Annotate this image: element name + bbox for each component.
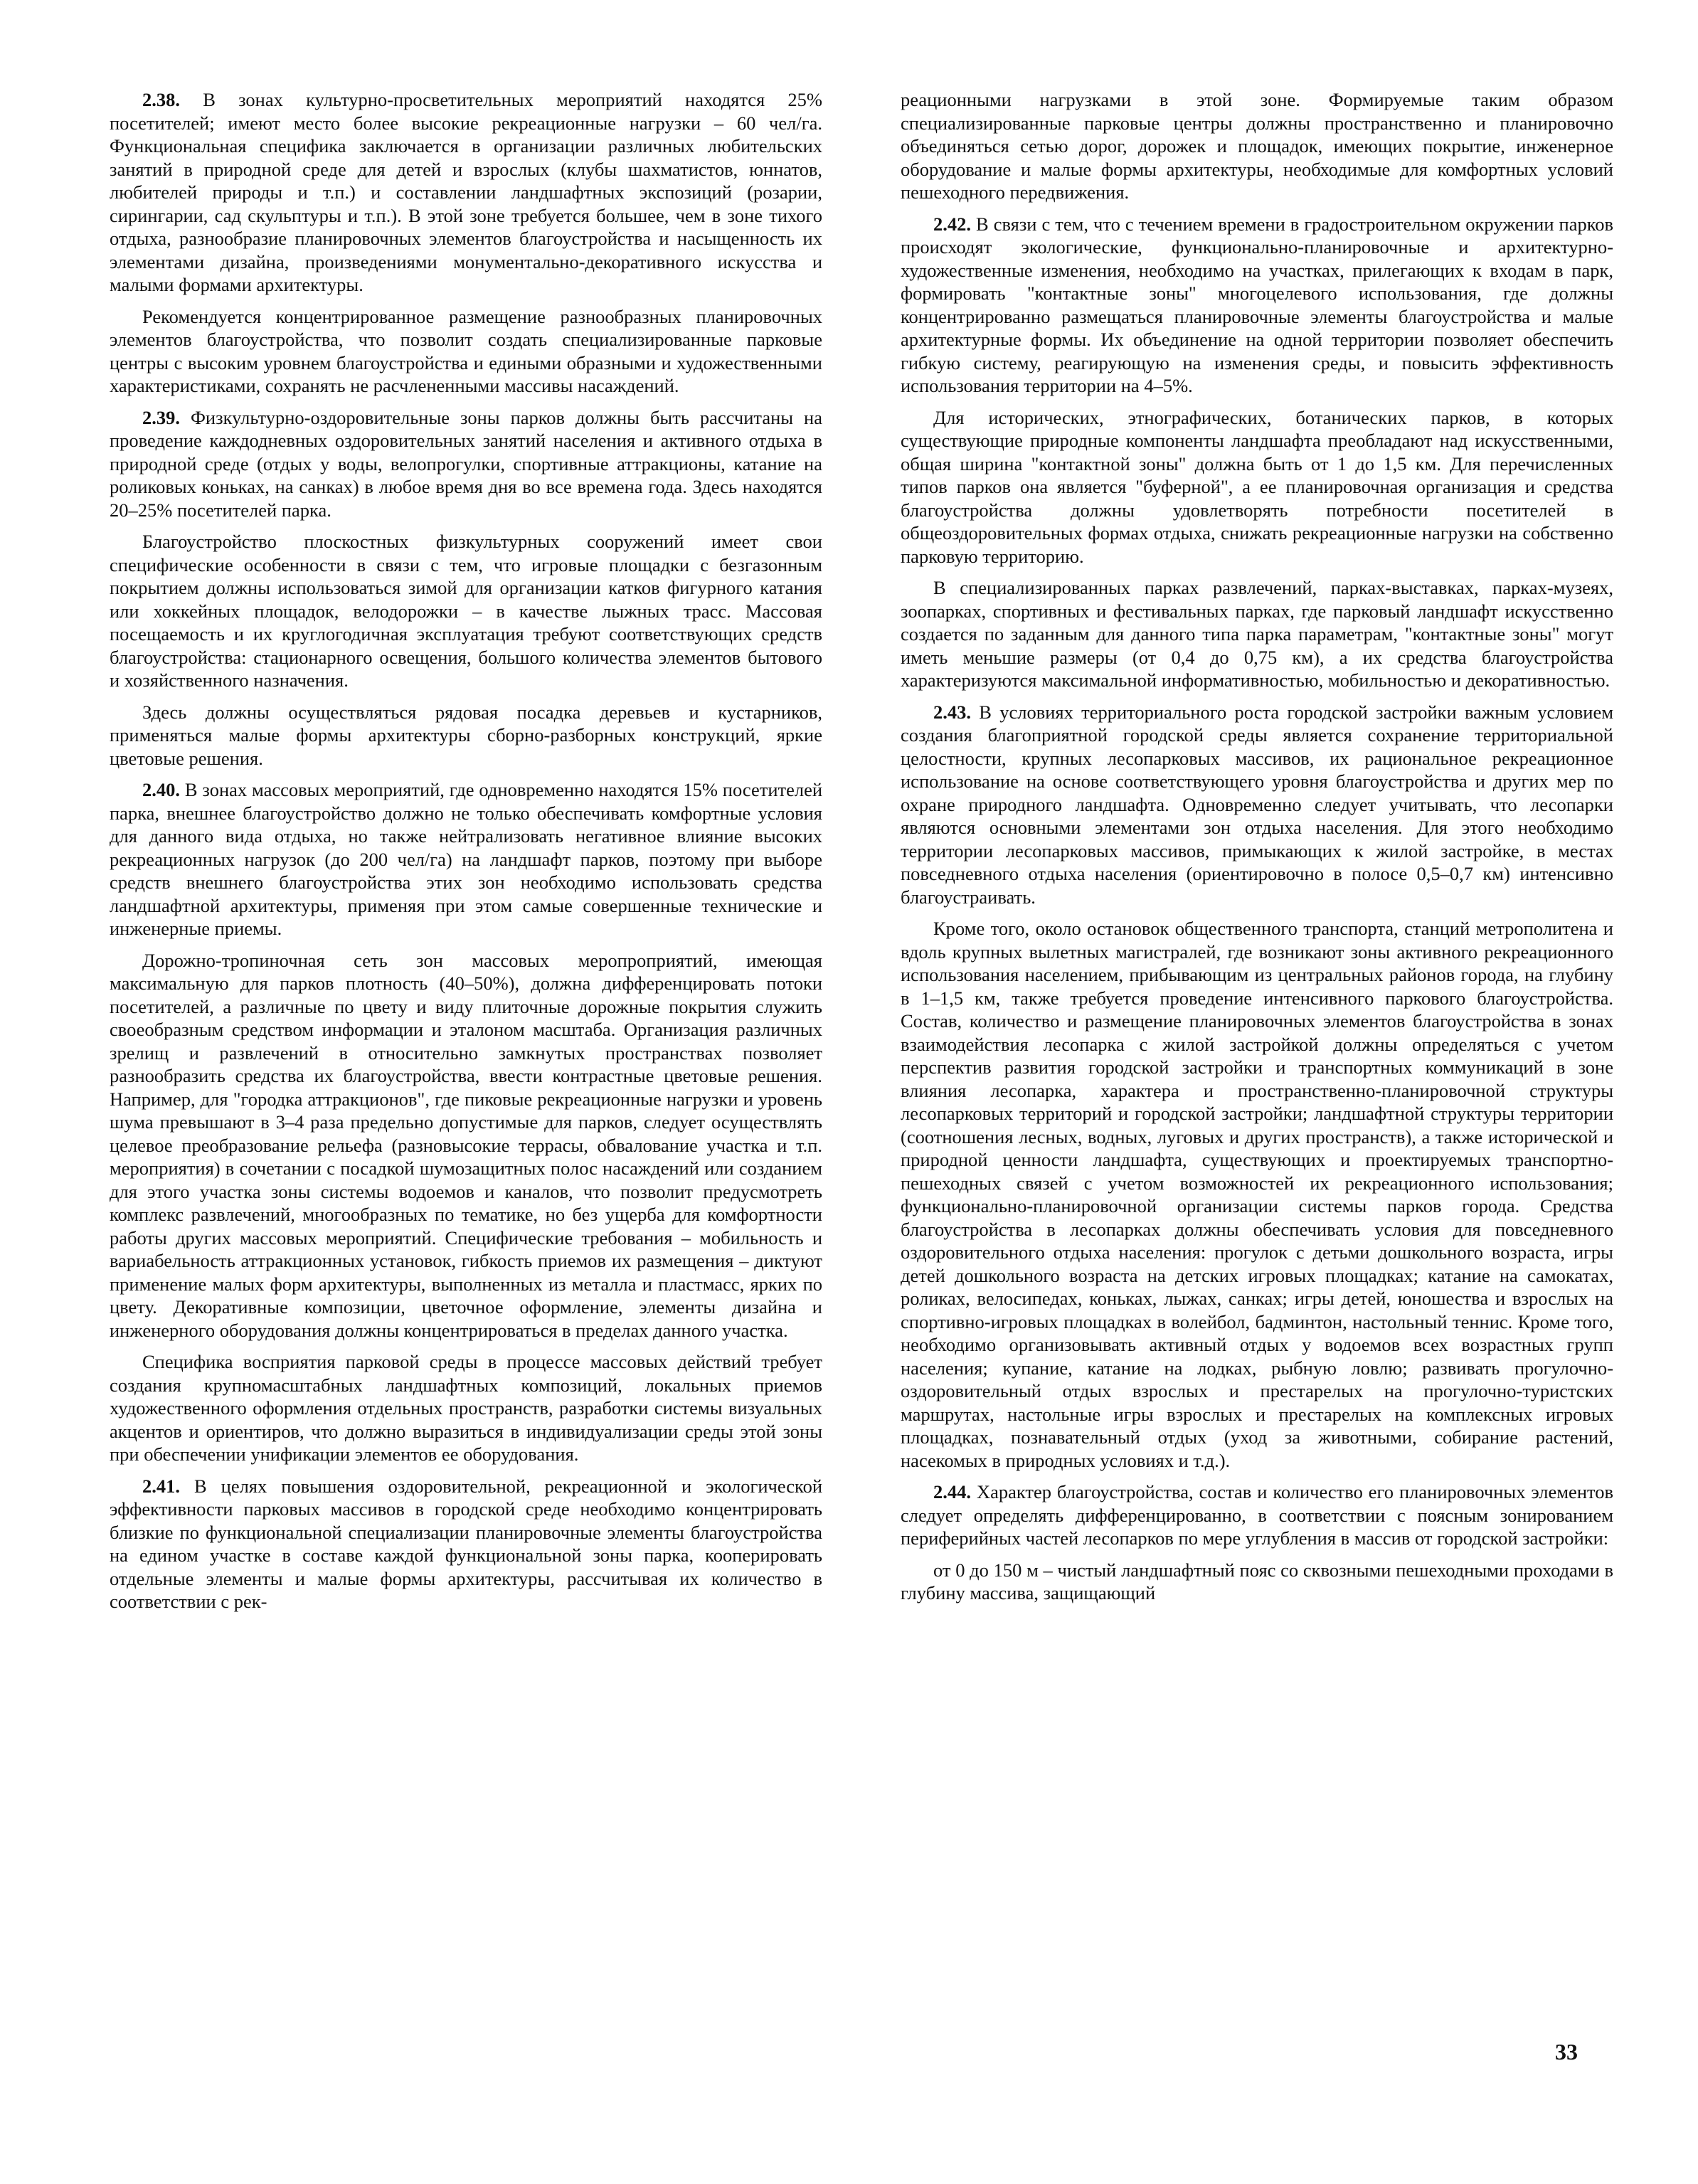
left-column xyxy=(110,88,822,1622)
paragraph-text: от 0 до 150 м – чистый ландшафтный пояс со сквозными пешеходными проходами в глубину массива, защищающий xyxy=(901,1559,1613,1603)
page-number: 33 xyxy=(1555,2039,1578,2064)
paragraph-text: Рекомендуется концентрированное размещение разнообразных планировочных элементов благоустройства, что позволит создать специализированные парковые центры с высоким уровнем благоустройства и едиными образными и художественными характеристиками, сохранять не расчлененными массивы насаждений. xyxy=(110,305,822,396)
paragraph-text: Специфика восприятия парковой среды в процессе массовых действий требует создания крупномасштабных ландшафтных композиций, локальных приемов художественного оформления отдельных пространств, разработки системы визуальных акцентов и ориентиров, что должно выразиться в индивидуализации среды этой зоны при обеспечении унификации элементов ее оборудования. xyxy=(110,1351,822,1465)
paragraph xyxy=(901,88,1613,204)
section-number: 2.40. xyxy=(142,779,180,800)
paragraph xyxy=(110,1350,822,1466)
paragraph xyxy=(901,1480,1613,1550)
paragraph-text: В условиях территориального роста городской застройки важным условием создания благоприятной городской среды является сохранение территориальной целостности, крупных лесопарковых массивов, их рациональное рекреационное использование на основе соответствующего уровня благоустройства и других мер по охране природного ландшафта. Одновременно следует учитывать, что лесопарки являются основными элементами зон отдыха населения. Для этого необходимо территории лесопарковых массивов, примыкающих к жилой застройке, в местах повседневного отдыха населения (ориентировочно в полосе 0,5–0,7 км) интенсивно благоустраивать. xyxy=(901,701,1613,908)
paragraph-text: В связи с тем, что с течением времени в градостроительном окружении парков происходят экологические, функционально-планировочные и архитектурно-художественные изменения, необходимо на участках, прилегающих к входам в парк, формировать "контактные зоны" многоцелевого использования, где должны концентрированно размещаться планировочные элементы благоустройства и малые архитектурные формы. Их объединение на одной территории позволяет обеспечить гибкую систему, реагирующую на изменения среды, и повысить эффективность использования территории на 4–5%. xyxy=(901,213,1614,396)
paragraph xyxy=(110,701,822,770)
paragraph xyxy=(110,406,822,522)
paragraph xyxy=(901,406,1613,568)
paragraph xyxy=(110,1475,822,1613)
section-number: 2.44. xyxy=(933,1481,971,1502)
paragraph-text: В специализированных парках развлечений, парках-выставках, парках-музеях, зоопарках, спортивных и фестивальных парках, где парковый ландшафт искусственно создается по заданным для данного типа парка параметрам, "контактные зоны" могут иметь меньшие размеры (от 0,4 до 0,75 км), а их средства благоустройства характеризуются максимальной информативностью, мобильностью и декоративностью. xyxy=(901,577,1613,691)
paragraph-text: Характер благоустройства, состав и количество его планировочных элементов следует определять дифференцированно, в соответствии с поясным зонированием периферийных частей лесопарков по мере углубления в массив от городской застройки: xyxy=(901,1481,1613,1549)
paragraph xyxy=(110,88,822,297)
right-column xyxy=(901,88,1613,1613)
paragraph-text: Благоустройство плоскостных физкультурных сооружений имеет свои специфические особенности в связи с тем, что игровые площадки с безгазонным покрытием должны использоваться зимой для организации катков фигурного катания или хоккейных площадок, велодорожки – в качестве лыжных трасс. Массовая посещаемость и их круглогодичная эксплуатация требуют соответствующих средств благоустройства: стационарного освещения, большого количества элементов бытового и хозяйственного назначения. xyxy=(110,531,822,691)
section-number: 2.41. xyxy=(142,1475,180,1497)
paragraph xyxy=(901,213,1613,398)
paragraph-text: Для исторических, этнографических, ботанических парков, в которых существующие природные компоненты ландшафта преобладают над искусственными, общая ширина "контактной зоны" должна быть от 1 до 1,5 км. Для перечисленных типов парков она является "буферной", а ее планировочная организация и средства благоустройства должны удовлетворять потребности посетителей в общеоздоровительных формах отдыха, снижать рекреационные нагрузки на собственно парковую территорию. xyxy=(901,406,1613,567)
section-number: 2.38. xyxy=(142,89,180,110)
paragraph xyxy=(901,701,1613,909)
paragraph-text: Кроме того, около остановок общественного транспорта, станций метрополитена и вдоль крупных вылетных магистралей, где возникают зоны активного рекреационного использования населением, прибывающим из центральных районов города, на глубину в 1–1,5 км, также требуется проведение интенсивного паркового благоустройства. Состав, количество и размещение планировочных элементов благоустройства в зонах взаимодействия лесопарка с жилой застройкой должны определяться с учетом перспектив развития городской застройки и транспортных коммуникаций в зоне влияния лесопарка, характера и пространственно-планировочной структуры лесопарковых территорий и городской застройки; ландшафтной структуры территории (соотношения лесных, водных, луговых и других пространств), а также исторической и природной ценности ландшафта, существующих и проектируемых транспортно-пешеходных связей с учетом возможностей их рекреационного использования; функционально-планировочной организации системы парков города. Средства благоустройства в лесопарках должны обеспечивать условия для повседневного оздоровительного отдыха населения: прогулок с детьми дошкольного возраста, игры детей дошкольного возраста на детских игровых площадках; катание на самокатах, роликах, велосипедах, коньках, лыжах, санках; игры детей, юношества и взрослых на спортивно-игровых площадках в волейбол, бадминтон, настольный теннис. Кроме того, необходимо организовывать активный отдых у водоемов всех возрастных групп населения; купание, катание на лодках, рыбную ловлю; развивать прогулочно-оздоровительный отдых взрослых и престарелых на прогулочно-туристских маршрутах, настольные игры взрослых и престарелых на комплексных игровых площадках, познавательный отдых (уход за животными, собирание растений, насекомых в природных условиях и т.д.). xyxy=(901,918,1613,1471)
paragraph xyxy=(110,305,822,398)
section-number: 2.43. xyxy=(933,701,971,723)
paragraph-text: Дорожно-тропиночная сеть зон массовых меропроприятий, имеющая максимальную для парков плотность (40–50%), должна дифференцировать потоки посетителей, а различные по цвету и виду плиточные дорожные покрытия служить своеобразным средством информации и эталоном масштаба. Организация различных зрелищ и развлечений в относительно замкнутых пространствах позволяет разнообразить средства их благоустройства, ввести контрастные цветовые решения. Например, для "городка аттракционов", где пиковые рекреационные нагрузки и уровень шума превышают в 3–4 раза предельно допустимые для парков, следует осуществлять целевое преобразование рельефа (разновысокие террасы, обвалование участка и т.п. мероприятия) в сочетании с посадкой шумозащитных полос насаждений или созданием для этого участка зоны системы водоемов и каналов, что позволит предусмотреть комплекс развлечений, многообразных по тематике, но без ущерба для комфортности работы других массовых мероприятий. Специфические требования – мобильность и вариабельность аттракционных установок, гибкость приемов их размещения – диктуют применение малых форм архитектуры, выполненных из металла и пластмасс, ярких по цвету. Декоративные композиции, цветочное оформление, элементы дизайна и инженерного оборудования должны концентрироваться в пределах данного участка. xyxy=(110,949,822,1341)
paragraph xyxy=(110,778,822,940)
paragraph xyxy=(901,1559,1613,1605)
paragraph xyxy=(110,530,822,692)
paragraph-text: реационными нагрузками в этой зоне. Формируемые таким образом специализированные парковые центры должны пространственно и планировочно объединяться сетью дорог, дорожек и площадок, имеющих покрытие, инженерное оборудование и малые формы архитектуры, необходимые для комфортных условий пешеходного передвижения. xyxy=(901,89,1613,203)
section-number: 2.39. xyxy=(142,406,180,428)
section-number: 2.42. xyxy=(933,213,971,235)
paragraph-text: В зонах массовых мероприятий, где одновременно находятся 15% посетителей парка, внешнее благоустройство должно не только обеспечивать комфортные условия для данного вида отдыха, но также нейтрализовать негативное влияние высоких рекреационных нагрузок (до 200 чел/га) на ландшафт парков, поэтому при выборе средств внешнего благоустройства этих зон необходимо использовать средства ландшафтной архитектуры, применяя при этом самые совершенные технические и инженерные приемы. xyxy=(110,779,823,939)
paragraph-text: Здесь должны осуществляться рядовая посадка деревьев и кустарников, применяться малые формы архитектуры сборно-разборных конструкций, яркие цветовые решения. xyxy=(110,701,822,769)
paragraph-text: В зонах культурно-просветительных мероприятий находятся 25% посетителей; имеют место более высокие рекреационные нагрузки – 60 чел/га. Функциональная специфика заключается в организации различных любительских занятий в природной среде для детей и взрослых (клубы шахматистов, юннатов, любителей природы и т.п.) и составлении ландшафтных экспозиций (розарии, сирингарии, сад скульптуры и т.п.). В этой зоне требуется большее, чем в зоне тихого отдыха, разнообразие планировочных элементов благоустройства и насыщенность их элементами дизайна, произведениями монументально-декоративного искусства и малыми формами архитектуры. xyxy=(110,89,823,295)
paragraph xyxy=(110,949,822,1342)
paragraph-text: Физкультурно-оздоровительные зоны парков должны быть рассчитаны на проведение каждодневных оздоровительных занятий населения и активного отдыха в природной среде (отдых у воды, велопрогулки, спортивные аттракционы, катание на роликовых коньках, на санках) в любое время дня во все времена года. Здесь находятся 20–25% посетителей парка. xyxy=(110,406,823,521)
paragraph xyxy=(901,917,1613,1472)
paragraph-text: В целях повышения оздоровительной, рекреационной и экологической эффективности парковых массивов в городской среде необходимо концентрировать близкие по функциональной специализации планировочные элементы благоустройства на едином участке в составе каждой функциональной зоны парка, кооперировать отдельные элементы и малые формы архитектуры, рассчитывая их количество в соответствии с рек- xyxy=(110,1475,823,1612)
paragraph xyxy=(901,576,1613,692)
